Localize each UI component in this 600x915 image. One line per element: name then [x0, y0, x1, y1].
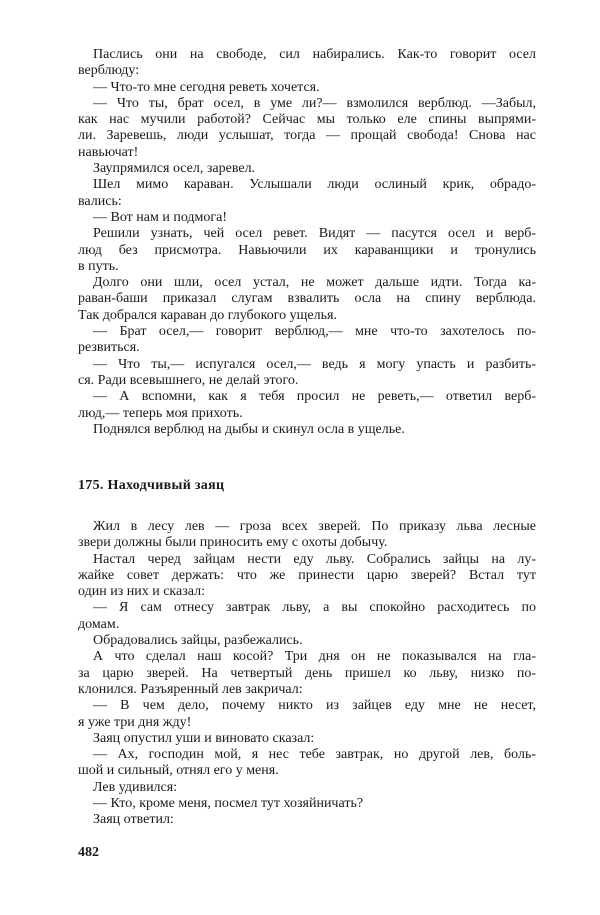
text-line: — Ах, господин мой, я нес тебе завтрак, но другой лев, боль-	[93, 747, 536, 763]
text-line: Паслись они на свободе, сил набирались. Как-то говорит осел	[93, 47, 536, 62]
text-line: Настал черед зайцам нести еду льву. Собрались зайцы на лу-	[93, 551, 536, 567]
text-line: вались:	[78, 193, 122, 209]
text-line: — А вспомни, как я тебя просил не реветь,— ответил верб-	[93, 389, 536, 405]
text-line: Обрадовались зайцы, разбежались.	[93, 633, 303, 649]
text-line: клонился. Разъяренный лев закричал:	[78, 681, 303, 697]
text-line: ли. Заревешь, люди услышат, тогда — прощай свобода! Снова нас	[78, 128, 536, 144]
text-line: как нас мучили работой? Сейчас мы только еле спины выпрями-	[78, 112, 536, 128]
text-line: Заяц ответил:	[93, 812, 174, 828]
text-line: — Что ты, брат осел, в уме ли?— взмолился верблюд. —Забыл,	[93, 95, 536, 111]
text-line: — Что-то мне сегодня реветь хочется.	[93, 79, 320, 95]
text-line: Лев удивился:	[93, 779, 178, 795]
section-heading: 175. Находчивый заяц	[78, 478, 225, 493]
text-line: раван-баши приказал слугам взвалить осла на спину верблюда.	[78, 291, 536, 307]
text-line: — Кто, кроме меня, посмел тут хозяйничать?	[93, 796, 364, 812]
text-line: шой и сильный, отнял его у меня.	[78, 763, 279, 779]
text-line: Шел мимо караван. Услышали люди ослиный крик, обрадо-	[93, 177, 536, 193]
text-line: один из них и сказал:	[78, 584, 205, 600]
text-line: звери должны были приносить ему с охоты добычу.	[78, 535, 388, 551]
story-resourceful-hare	[78, 519, 536, 829]
text-line: люд,— теперь моя прихоть.	[78, 405, 243, 421]
text-line: ся. Ради всевышнего, не делай этого.	[78, 372, 299, 388]
text-line: — В чем дело, почему никто из зайцев еду мне не несет,	[93, 698, 536, 714]
text-line: — Я сам отнесу завтрак льву, а вы спокойно расходитесь по	[93, 600, 536, 616]
text-line: верблюду:	[78, 63, 140, 79]
text-line: Заяц опустил уши и виновато сказал:	[93, 730, 315, 746]
text-line: домам.	[78, 616, 120, 632]
text-line: — Вот нам и подмога!	[93, 209, 228, 225]
text-line: А что сделал наш косой? Три дня он не показывался на гла-	[93, 649, 536, 665]
text-line: навьючат!	[78, 144, 139, 160]
text-line: в путь.	[78, 258, 119, 274]
text-line: Так добрался караван до глубокого ущелья.	[78, 307, 337, 323]
text-line: за царю зверей. На четвертый день пришел ко льву, низко по-	[78, 665, 536, 681]
text-line: резвиться.	[78, 340, 140, 356]
text-line: жайке совет держать: что же принести царю зверей? Встал тут	[78, 567, 536, 583]
text-line: Решили узнать, чей осел ревет. Видят — пасутся осел и верб-	[93, 226, 536, 242]
text-line: Поднялся верблюд на дыбы и скинул осла в ущелье.	[93, 421, 405, 437]
text-line: Жил в лесу лев — гроза всех зверей. По приказу льва лесные	[93, 519, 536, 534]
text-line: я уже три дня жду!	[78, 714, 192, 730]
page-number: 482	[78, 845, 99, 860]
text-line: — Брат осел,— говорит верблюд,— мне что-то захотелось по-	[93, 324, 536, 340]
text-line: Заупрямился осел, заревел.	[93, 161, 256, 177]
text-line: — Что ты,— испугался осел,— ведь я могу упасть и разбить-	[93, 356, 536, 372]
text-line: Долго они шли, осел устал, не может дальше идти. Тогда ка-	[93, 275, 536, 291]
text-line: люд без присмотра. Навьючили их караванщики и тронулись	[78, 242, 536, 258]
story-camel-and-donkey-ending	[78, 47, 536, 438]
